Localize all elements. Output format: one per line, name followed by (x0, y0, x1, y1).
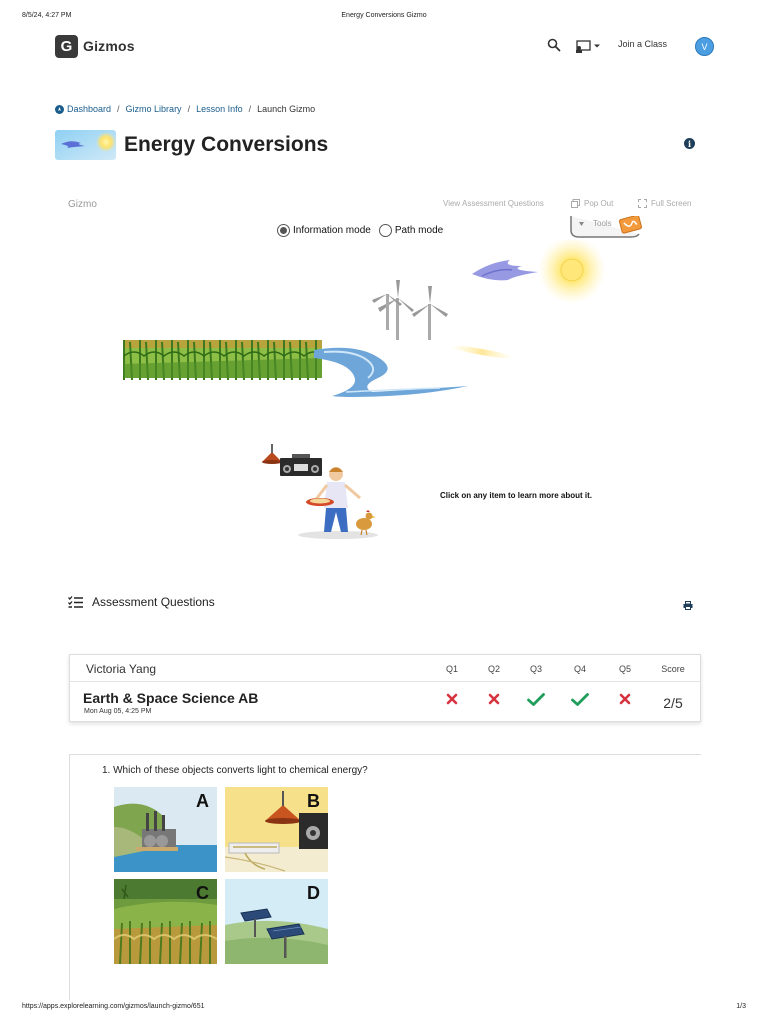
gizmo-simulation[interactable] (110, 240, 630, 560)
full-screen-button[interactable] (638, 199, 691, 208)
breadcrumb-lesson-info[interactable]: Lesson Info (196, 104, 243, 114)
q1-result[interactable] (437, 693, 467, 705)
full-screen-label: Full Screen (651, 199, 692, 208)
path-mode-label[interactable]: Path mode (394, 225, 444, 236)
assignment-title: Earth & Space Science AB (83, 690, 259, 706)
mode-selector (277, 224, 443, 237)
print-page-number: 1/3 (736, 1003, 746, 1010)
river-item[interactable] (314, 348, 468, 397)
wind-item[interactable] (472, 260, 538, 280)
column-q4: Q4 (573, 664, 586, 674)
page-title: Energy Conversions (124, 133, 329, 156)
correct-check-icon (571, 693, 589, 706)
question-card (69, 754, 701, 1000)
dashboard-icon (55, 105, 64, 114)
score-card-header-row (70, 655, 700, 682)
q2-result[interactable] (479, 693, 509, 705)
info-icon[interactable]: i (684, 138, 695, 149)
choice-c-letter: C (196, 883, 209, 903)
column-q1: Q1 (445, 664, 458, 674)
q3-result[interactable] (521, 693, 551, 706)
path-mode-radio[interactable] (379, 224, 392, 237)
scene-hint-text: Click on any item to learn more about it. (440, 491, 593, 500)
assessment-questions-header (68, 595, 215, 609)
user-avatar[interactable]: V (695, 37, 714, 56)
search-icon[interactable] (547, 38, 563, 54)
classroom-icon (575, 40, 591, 53)
incorrect-x-icon (446, 693, 458, 705)
chevron-down-icon (593, 42, 601, 50)
pop-out-icon (571, 199, 580, 208)
choice-b-lamp-stereo[interactable] (225, 787, 328, 872)
view-assessment-link[interactable] (443, 199, 544, 208)
print-page-title: Energy Conversions Gizmo (341, 12, 427, 19)
top-nav-bar (55, 34, 715, 60)
information-mode-label[interactable]: Information mode (293, 225, 371, 236)
print-icon[interactable] (683, 597, 693, 615)
radio-selected-dot (280, 227, 287, 234)
assignment-date: Mon Aug 05, 4:25 PM (84, 708, 152, 715)
view-assessment-label: View Assessment Questions (443, 199, 544, 208)
information-mode-radio[interactable] (277, 224, 290, 237)
breadcrumb (55, 104, 315, 114)
total-score: 2/5 (663, 695, 683, 711)
column-q5: Q5 (618, 664, 631, 674)
pop-out-label: Pop Out (584, 199, 614, 208)
full-screen-icon (638, 199, 647, 208)
print-url: https://apps.explorelearning.com/gizmos/launch-gizmo/651 (22, 1003, 205, 1010)
print-datetime: 8/5/24, 4:27 PM (22, 12, 72, 19)
q5-result[interactable] (610, 693, 640, 705)
breadcrumb-gizmo-library[interactable]: Gizmo Library (125, 104, 182, 114)
gizmo-thumbnail (55, 130, 116, 160)
student-name: Victoria Yang (86, 662, 157, 676)
stereo-item[interactable] (280, 454, 322, 476)
wind-turbines-item[interactable] (372, 280, 448, 340)
choice-d-letter: D (307, 883, 320, 903)
incorrect-x-icon (619, 693, 631, 705)
tools-tab[interactable] (569, 216, 645, 240)
breadcrumb-separator: / (187, 104, 191, 114)
column-q3: Q3 (529, 664, 542, 674)
gizmos-logo-text: Gizmos (83, 38, 135, 54)
q4-result[interactable] (565, 693, 595, 706)
column-score: Score (661, 664, 685, 674)
assessment-score-card (69, 654, 701, 722)
breadcrumb-current: Launch Gizmo (257, 104, 316, 114)
choice-d-solar-panels[interactable] (225, 879, 328, 964)
classroom-menu-button[interactable] (575, 38, 603, 54)
choice-a-power-plant[interactable] (114, 787, 217, 872)
correct-check-icon (527, 693, 545, 706)
gizmos-logo[interactable] (55, 34, 135, 58)
question-text: 1. Which of these objects converts light to chemical energy? (102, 765, 368, 776)
pop-out-button[interactable] (571, 199, 613, 208)
choice-c-corn-field[interactable] (114, 879, 217, 964)
chicken-item[interactable] (356, 510, 376, 535)
choice-b-letter: B (307, 791, 320, 811)
lamp-item[interactable] (262, 444, 282, 464)
breadcrumb-separator: / (117, 104, 120, 114)
sun-item[interactable] (538, 240, 606, 304)
choice-a-letter: A (196, 791, 209, 811)
tools-label: Tools (593, 219, 612, 228)
breadcrumb-separator: / (248, 104, 252, 114)
assessment-questions-title: Assessment Questions (92, 595, 215, 609)
incorrect-x-icon (488, 693, 500, 705)
breadcrumb-dashboard[interactable]: Dashboard (67, 104, 112, 114)
checklist-icon (68, 596, 83, 608)
column-q2: Q2 (487, 664, 500, 674)
gizmos-logo-mark: G (55, 35, 78, 58)
corn-field-item[interactable] (124, 340, 322, 380)
gizmo-label: Gizmo (68, 199, 97, 210)
join-class-link[interactable]: Join a Class (618, 39, 668, 49)
